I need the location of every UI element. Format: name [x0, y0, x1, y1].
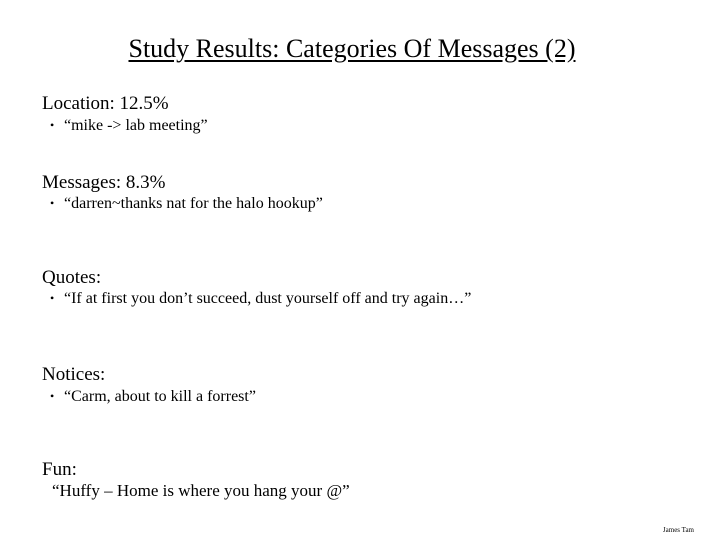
section-item-notices [50, 386, 256, 407]
section-item-location [50, 115, 208, 136]
author-footer: James Tam [662, 526, 694, 534]
item-text: “If at first you don’t succeed, dust yourself off and try again…” [64, 290, 472, 307]
item-text: “Carm, about to kill a forrest” [64, 388, 256, 405]
section-item-fun: “Huffy – Home is where you hang your @” [52, 481, 350, 500]
bullet-icon: • [50, 291, 55, 305]
item-text: “mike -> lab meeting” [64, 117, 208, 134]
section-heading-fun: Fun: [42, 459, 77, 480]
section-item-messages [50, 193, 323, 214]
bullet-icon: • [50, 389, 55, 403]
section-heading-location: Location: 12.5% [42, 93, 169, 114]
bullet-icon: • [50, 118, 55, 132]
section-item-quotes [50, 288, 471, 309]
section-heading-messages: Messages: 8.3% [42, 172, 166, 193]
bullet-icon: • [50, 196, 55, 210]
section-heading-notices: Notices: [42, 364, 106, 385]
section-heading-quotes: Quotes: [42, 267, 102, 288]
item-text: “darren~thanks nat for the halo hookup” [64, 195, 323, 212]
slide-title: Study Results: Categories Of Messages (2) [128, 34, 576, 63]
